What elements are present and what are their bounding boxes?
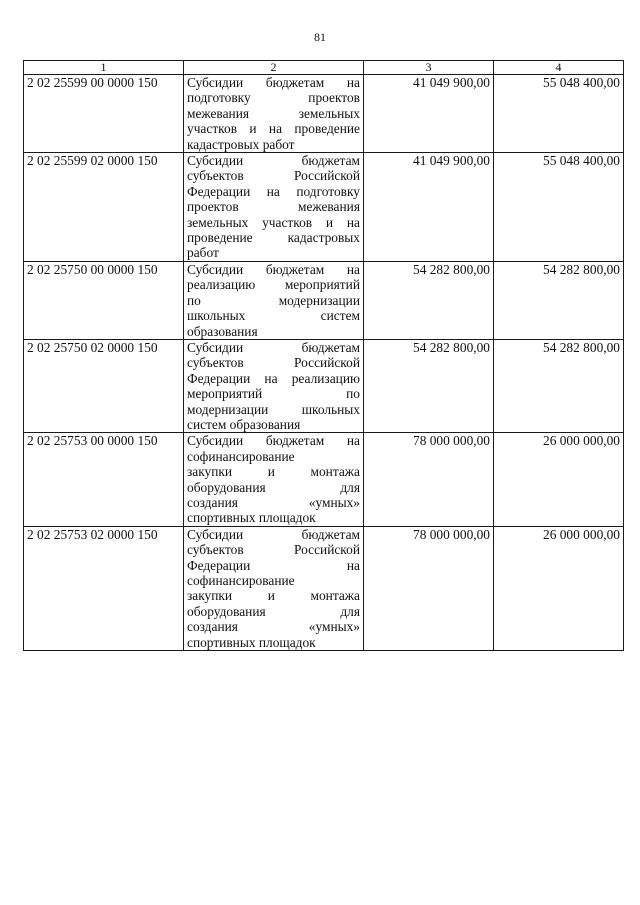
description-line: оборудования для <box>187 603 360 619</box>
column-header-2: 2 <box>184 61 364 75</box>
amount-col3-cell: 41 049 900,00 <box>364 153 494 262</box>
description-line: участков и на проведение <box>187 121 360 137</box>
description-cell <box>184 153 364 262</box>
description-line: Субсидии бюджетам <box>187 153 360 169</box>
description-line: Субсидии бюджетам <box>187 339 360 355</box>
description-line: земельных участков и на <box>187 214 360 230</box>
description-cell <box>184 339 364 432</box>
amount-col4-cell: 55 048 400,00 <box>494 153 624 262</box>
description-cell <box>184 433 364 526</box>
description-line: Федерации на реализацию <box>187 370 360 386</box>
amount-col3-cell: 78 000 000,00 <box>364 526 494 650</box>
amount-col4-cell: 54 282 800,00 <box>494 339 624 432</box>
description-line: софинансирование <box>187 448 295 464</box>
description-line: кадастровых работ <box>187 136 295 152</box>
description-line: проектов межевания <box>187 199 360 215</box>
description-line: создания «умных» <box>187 494 360 510</box>
budget-code-cell: 2 02 25753 00 0000 150 <box>24 433 184 526</box>
description-cell <box>184 261 364 339</box>
page-number: 81 <box>314 30 326 44</box>
description-cell <box>184 526 364 650</box>
description-line: подготовку проектов <box>187 90 360 106</box>
description-line: Субсидии бюджетам на <box>187 433 360 449</box>
table-row <box>24 339 624 432</box>
description-line: оборудования для <box>187 479 360 495</box>
table-row <box>24 153 624 262</box>
description-line: субъектов Российской <box>187 542 360 558</box>
budget-code-cell: 2 02 25599 02 0000 150 <box>24 153 184 262</box>
description-line: систем образования <box>187 416 301 432</box>
column-header-row <box>24 61 624 75</box>
budget-code-cell: 2 02 25753 02 0000 150 <box>24 526 184 650</box>
description-line: мероприятий по <box>187 386 360 402</box>
description-line: закупки и монтажа <box>187 464 360 480</box>
description-line: школьных систем <box>187 308 360 324</box>
amount-col3-cell: 41 049 900,00 <box>364 75 494 153</box>
description-line: Субсидии бюджетам на <box>187 261 360 277</box>
budget-table <box>23 60 624 651</box>
amount-col4-cell: 55 048 400,00 <box>494 75 624 153</box>
table-row <box>24 526 624 650</box>
description-line: Федерации на <box>187 557 360 573</box>
description-line: субъектов Российской <box>187 168 360 184</box>
description-line: работ <box>187 245 219 261</box>
description-line: Субсидии бюджетам <box>187 526 360 542</box>
description-line: субъектов Российской <box>187 355 360 371</box>
amount-col3-cell: 78 000 000,00 <box>364 433 494 526</box>
column-header-3: 3 <box>364 61 494 75</box>
amount-col3-cell: 54 282 800,00 <box>364 339 494 432</box>
description-line: межевания земельных <box>187 105 360 121</box>
description-line: Субсидии бюджетам на <box>187 75 360 90</box>
amount-col3-cell: 54 282 800,00 <box>364 261 494 339</box>
column-header-1: 1 <box>24 61 184 75</box>
amount-col4-cell: 26 000 000,00 <box>494 526 624 650</box>
budget-code-cell: 2 02 25750 00 0000 150 <box>24 261 184 339</box>
description-line: образования <box>187 323 258 339</box>
description-line: спортивных площадок <box>187 510 316 526</box>
description-line: спортивных площадок <box>187 634 316 650</box>
table-body <box>24 75 624 651</box>
description-line: софинансирование <box>187 573 295 588</box>
description-line: проведение кадастровых <box>187 230 360 246</box>
description-line: закупки и монтажа <box>187 588 360 604</box>
description-cell <box>184 75 364 153</box>
budget-code-cell: 2 02 25599 00 0000 150 <box>24 75 184 153</box>
description-line: Федерации на подготовку <box>187 183 360 199</box>
column-header-4: 4 <box>494 61 624 75</box>
description-line: по модернизации <box>187 292 360 308</box>
description-line: создания «умных» <box>187 619 360 635</box>
table-row <box>24 75 624 153</box>
description-line: реализацию мероприятий <box>187 277 360 293</box>
description-line: модернизации школьных <box>187 401 360 417</box>
budget-code-cell: 2 02 25750 02 0000 150 <box>24 339 184 432</box>
table-row <box>24 261 624 339</box>
amount-col4-cell: 54 282 800,00 <box>494 261 624 339</box>
amount-col4-cell: 26 000 000,00 <box>494 433 624 526</box>
table-row <box>24 433 624 526</box>
